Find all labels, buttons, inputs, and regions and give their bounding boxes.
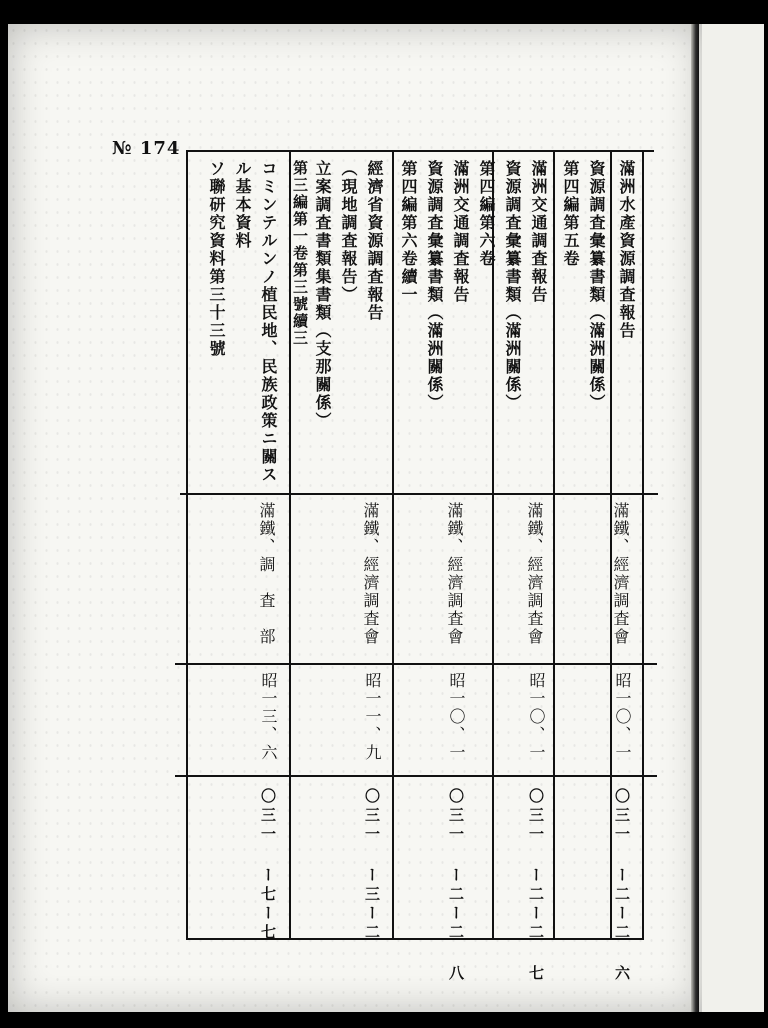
book-fold [691, 24, 699, 1012]
row4-issuer: 滿鐵、經濟調査會 [361, 502, 380, 646]
left-border-rule [186, 150, 188, 940]
row3-issuer: 滿鐵、經濟調査會 [445, 502, 464, 646]
right-border-rule [642, 150, 644, 940]
column-rule-3 [175, 775, 657, 777]
row1-issuer: 滿鐵、經濟調査會 [611, 502, 630, 646]
row-divider-4 [392, 150, 394, 940]
row1-date: 昭一〇、一 [613, 672, 632, 762]
row1-title-line2: 資源調査彙纂書類（滿洲關係） [587, 160, 606, 412]
table-bottom-rule [186, 938, 642, 940]
table-top-rule [188, 150, 654, 152]
row5-code: 〇三一 ー七ー七 [259, 788, 277, 943]
row5-title-line2: ル基本資料 [233, 160, 252, 250]
row3-code: 〇三一 ー二ー二 八 [447, 788, 465, 984]
row2-title-line2: 資源調査彙纂書類（滿洲關係） [503, 160, 522, 412]
row3-title-line3: 第四編第六卷續一 [399, 160, 418, 304]
row-divider-2 [553, 150, 555, 940]
row2-date: 昭一〇、一 [527, 672, 546, 762]
row3-date: 昭一〇、一 [447, 672, 466, 762]
row5-date: 昭一三、六 [259, 672, 278, 762]
adjacent-page-edge [702, 24, 764, 1012]
row1-title-line1: 滿洲水產資源調査報告 [617, 160, 636, 340]
row4-title-line4: 第三編第一卷第三號續三 [291, 160, 309, 347]
row1-title-line3: 第四編第五卷 [561, 160, 580, 268]
row2-issuer: 滿鐵、經濟調査會 [525, 502, 544, 646]
page-number: № 174 [112, 138, 181, 159]
row4-title-line2: （現地調査報告） [339, 160, 358, 304]
row-divider-3 [492, 150, 494, 940]
row5-issuer: 滿鐵、調 査 部 [257, 502, 276, 646]
column-rule-1 [180, 493, 658, 495]
row5-title-line3: ソ聯研究資料第三十三號 [207, 160, 226, 358]
row1-code: 〇三一 ー二ー二 六 [613, 788, 631, 984]
row4-code: 〇三一 ー三ー二 [363, 788, 381, 943]
row3-title-line1: 滿洲交通調査報告 [451, 160, 470, 304]
row2-code: 〇三一 ー二ー二 七 [527, 788, 545, 984]
row4-title-line3: 立案調査書類集書類（支那關係） [313, 160, 332, 430]
row3-title-line2: 資源調査彙纂書類（滿洲關係） [425, 160, 444, 412]
column-rule-2 [175, 663, 657, 665]
row4-title-line1: 經濟省資源調査報告 [365, 160, 384, 322]
row2-title-line3: 第四編第六卷 [477, 160, 496, 268]
row5-title-line1: コミンテルンノ植民地、民族政策ニ關ス [259, 160, 278, 484]
row2-title-line1: 滿洲交通調査報告 [529, 160, 548, 304]
row4-date: 昭一一、九 [363, 672, 382, 762]
